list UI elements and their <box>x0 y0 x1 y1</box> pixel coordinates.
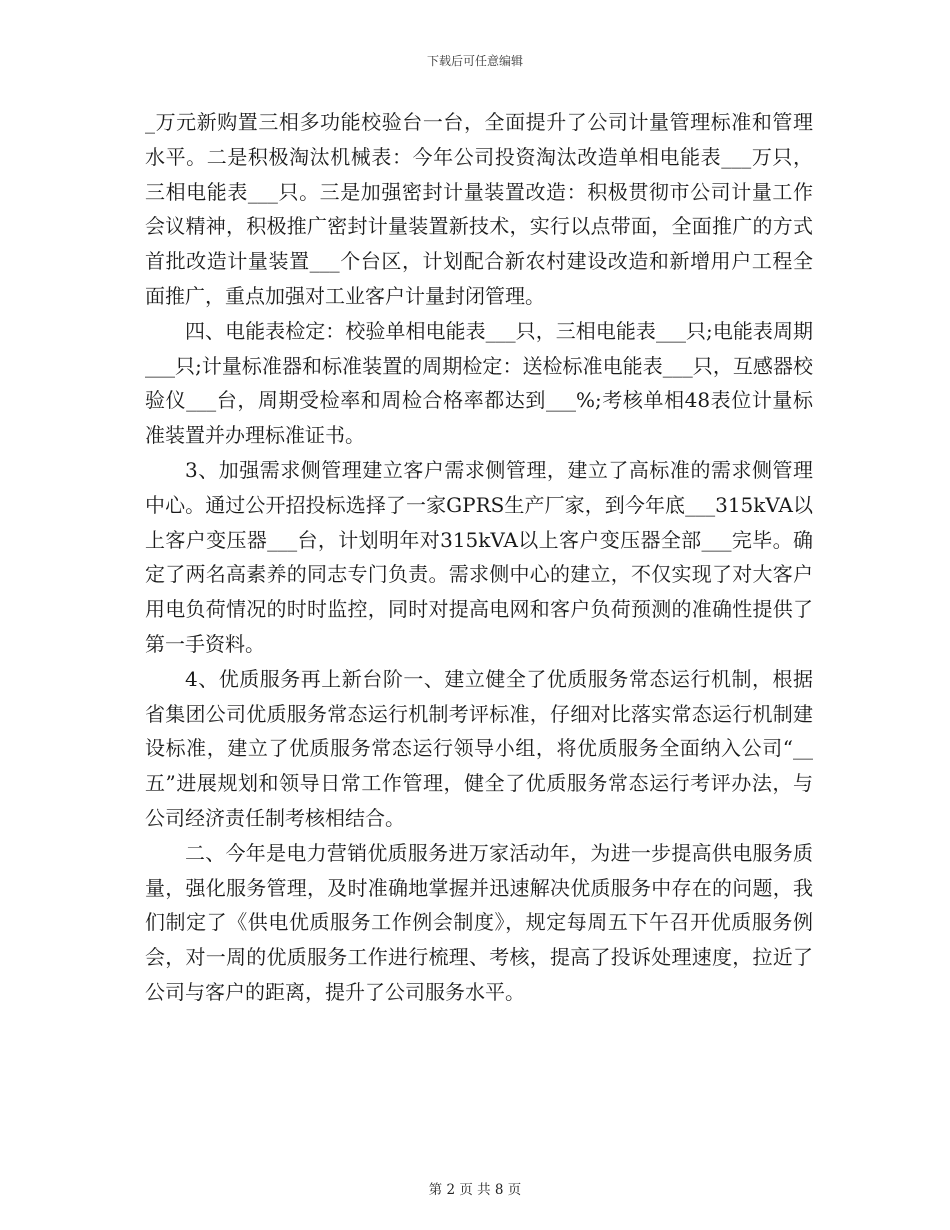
paragraph-quality-service-mechanism: 4、优质服务再上新台阶一、建立健全了优质服务常态运行机制，根据省集团公司优质服务常态运行机制考评标准，仔细对比落实常态运行机制建设标准，建立了优质服务常态运行领导小组，将优质服务全面纳入公司“__五”进展规划和领导日常工作管理，健全了优质服务常态运行考评办法，与公司经济责任制考核相结合。 <box>145 666 813 830</box>
paragraph-meter-verification: 四、电能表检定：校验单相电能表___只，三相电能表___只;电能表周期___只;计量标准器和标准装置的周期检定：送检标准电能表___只，互感器校验仪___台，周期受检率和周检合格率都达到___%;考核单相48表位计量标准装置并办理标准证书。 <box>145 318 813 448</box>
page-header: 下载后可任意编辑 <box>426 54 523 68</box>
paragraph-demand-side-management: 3、加强需求侧管理建立客户需求侧管理，建立了高标准的需求侧管理中心。通过公开招投标选择了一家GPRS生产厂家，到今年底___315kVA以上客户变压器___台，计划明年对315kVA以上客户变压器全部___完毕。确定了两名高素养的同志专门负责。需求侧中心的建立，不仅实现了对大客户用电负荷情况的时时监控，同时对提高电网和客户负荷预测的准确性提供了第一手资料。 <box>145 457 813 656</box>
paragraph-service-meeting-system: 二、今年是电力营销优质服务进万家活动年，为进一步提高供电服务质量，强化服务管理，及时准确地掌握并迅速解决优质服务中存在的问题，我们制定了《供电优质服务工作例会制度》，规定每周五下午召开优质服务例会，对一周的优质服务工作进行梳理、考核，提高了投诉处理速度，拉近了公司与客户的距离，提升了公司服务水平。 <box>145 840 813 1004</box>
page-number: 第 2 页 共 8 页 <box>428 1182 522 1198</box>
paragraph-meter-upgrade: _万元新购置三相多功能校验台一台，全面提升了公司计量管理标准和管理水平。二是积极淘汰机械表：今年公司投资淘汰改造单相电能表___万只，三相电能表___只。三是加强密封计量装置改造：积极贯彻市公司计量工作会议精神，积极推广密封计量装置新技术，实行以点带面，全面推广的方式首批改造计量装置___个台区，计划配合新农村建设改造和新增用户工程全面推广，重点加强对工业客户计量封闭管理。 <box>145 110 813 308</box>
document-body <box>145 105 813 1010</box>
